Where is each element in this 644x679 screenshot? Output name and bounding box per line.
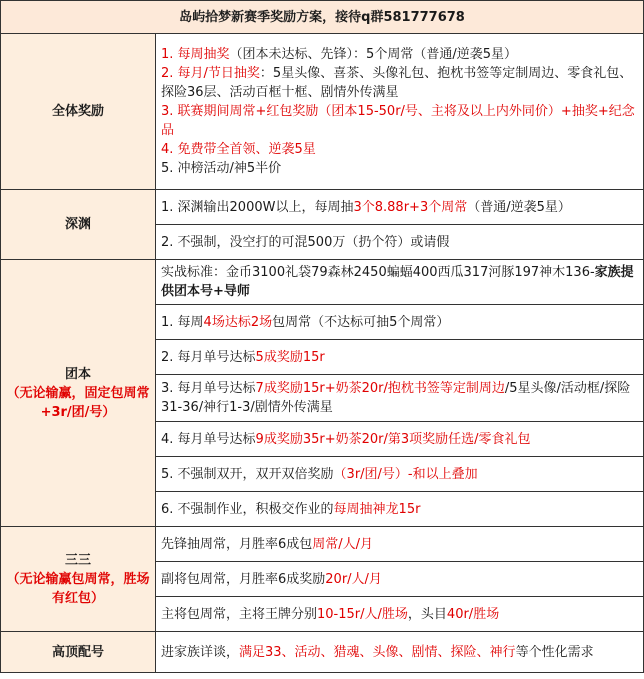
all-rewards-line-5: 5. 冲榜活动/神5半价 [161, 161, 282, 176]
abyss-row-1: 1. 深渊输出2000W以上，每周抽3个8.88r+3个周常（普通/逆袭5星） [156, 190, 644, 225]
sansan-note: （无论输赢包周常，胜场有红包） [6, 571, 150, 606]
raid-row-1: 1. 每周4场达标2场包周常（不达标可抽5个周常） [156, 305, 644, 340]
all-rewards-line-2: 2. 每月/节日抽奖：5星头像、喜茶、头像礼包、抱枕书签等定制周边、零食礼包、探险36层、活动百框十框、剧情外传满星 [161, 66, 633, 100]
all-rewards-line-3: 3. 联赛期间周常+红包奖励（团本15-50r/号、主将及以上内外同价）+抽奖+纪念品 [161, 104, 635, 138]
abyss-row-2: 2. 不强制，没空打的可混500万（扔个符）或请假 [156, 225, 644, 260]
raid-row-5: 5. 不强制双开，双开双倍奖励（3r/团/号）-和以上叠加 [156, 457, 644, 492]
raid-standard: 实战标准：金币3100礼袋79森林2450蝙蝠400西瓜317河豚197神木136-家族提供团本号+导师 [156, 260, 644, 305]
raid-row-3: 3. 每月单号达标7成奖励15r+奶茶20r/抱枕书签等定制周边/5星头像/活动框/探险31-36/神行1-3/剧情外传满星 [156, 375, 644, 422]
page-title: 岛屿拾梦新赛季奖励方案，接待q群581777678 [1, 1, 644, 34]
raid-row-6: 6. 不强制作业，积极交作业的每周抽神龙15r [156, 492, 644, 527]
category-abyss: 深渊 [1, 190, 156, 260]
raid-note: （无论输赢，固定包周常+3r/团/号） [6, 385, 150, 420]
sansan-row-2: 副将包周常，月胜率6成奖励20r/人/月 [156, 562, 644, 597]
category-raid [1, 260, 156, 527]
sansan-row-1: 先锋抽周常，月胜率6成包周常/人/月 [156, 527, 644, 562]
category-sansan [1, 527, 156, 632]
category-top-accounts: 高顶配号 [1, 632, 156, 673]
category-all-rewards: 全体奖励 [1, 34, 156, 190]
all-rewards-line-1: 1. 每周抽奖（团本未达标、先锋）：5个周常（普通/逆袭5星） [161, 47, 517, 62]
sansan-title: 三三 [64, 552, 91, 568]
sansan-row-3: 主将包周常，主将王牌分别10-15r/人/胜场，头目40r/胜场 [156, 597, 644, 632]
all-rewards-line-4: 4. 免费带全首领、逆袭5星 [161, 142, 316, 157]
all-rewards-content [156, 34, 644, 190]
top-accounts-content: 进家族详谈，满足33、活动、猎魂、头像、剧情、探险、神行等个性化需求 [156, 632, 644, 673]
raid-row-4: 4. 每月单号达标9成奖励35r+奶茶20r/第3项奖励任选/零食礼包 [156, 422, 644, 457]
raid-title: 团本 [64, 366, 91, 382]
raid-row-2: 2. 每月单号达标5成奖励15r [156, 340, 644, 375]
